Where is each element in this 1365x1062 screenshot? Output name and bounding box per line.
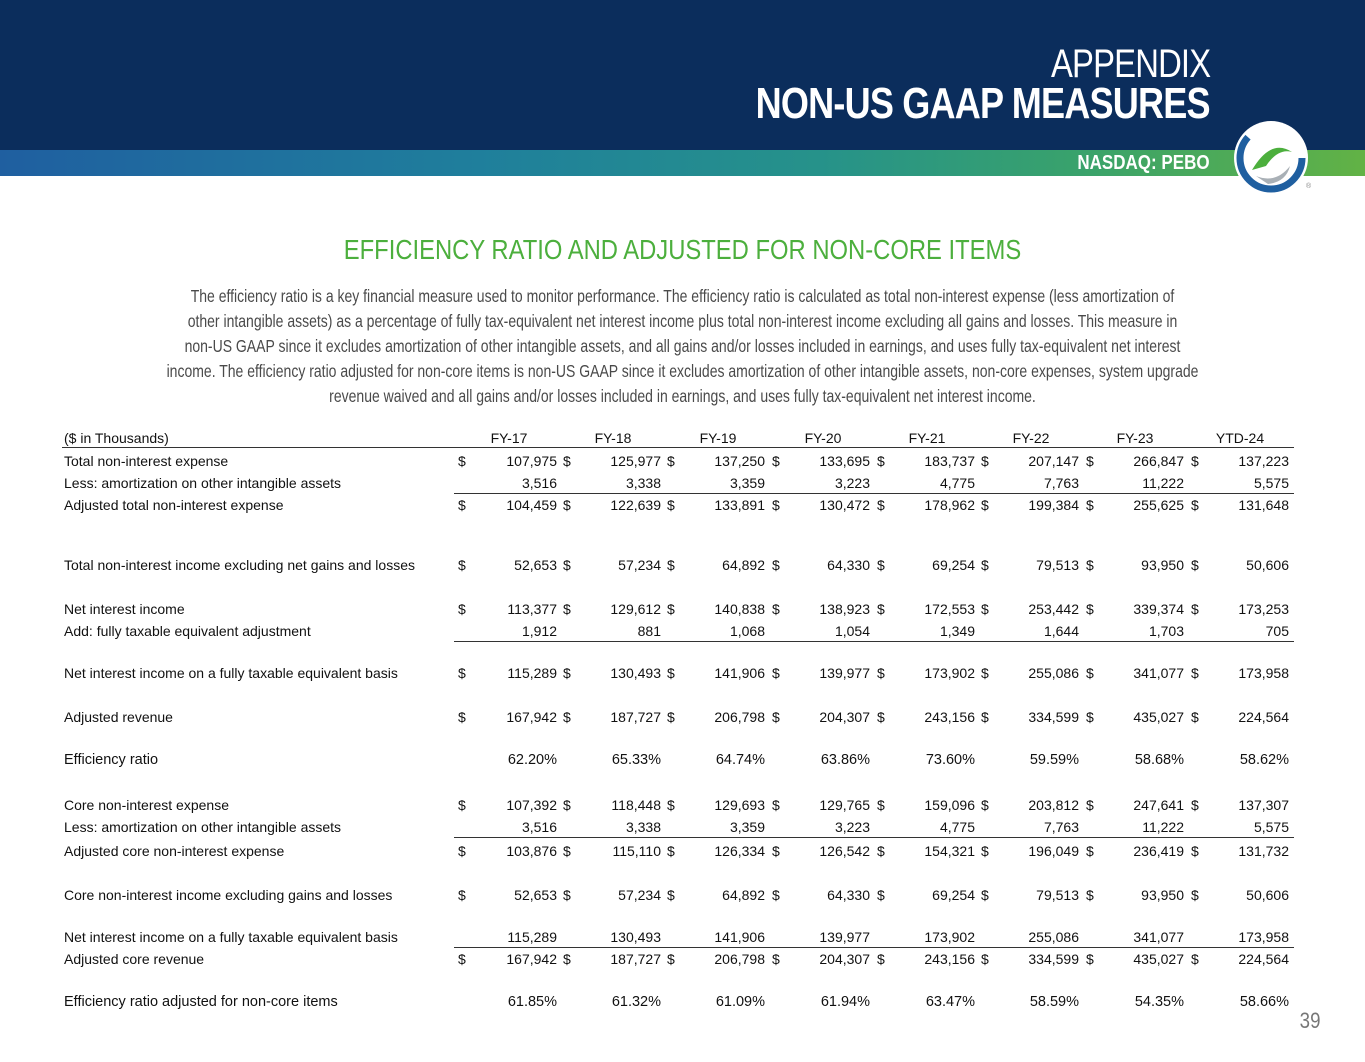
table-cell: 133,891 [714, 497, 765, 513]
dollar-sign: $ [1086, 709, 1094, 725]
table-cell: 126,334 [714, 843, 765, 859]
row-label: Total non-interest expense [64, 453, 229, 469]
table-cell: 1,912 [521, 623, 557, 639]
dollar-sign: $ [458, 497, 466, 513]
table-cell: 266,847 [1133, 453, 1184, 469]
dollar-sign: $ [1191, 951, 1199, 967]
table-row [62, 600, 1294, 618]
table-cell: 137,223 [1238, 453, 1289, 469]
table-cell: 173,902 [924, 665, 975, 681]
table-cell: 183,737 [924, 453, 975, 469]
table-cell: 3,223 [834, 475, 870, 491]
table-cell: 341,077 [1133, 929, 1184, 945]
dollar-sign: $ [772, 709, 780, 725]
table-cell: 58.59% [1029, 994, 1079, 1010]
column-header: FY-21 [908, 430, 946, 446]
table-cell: 705 [1265, 623, 1289, 639]
table-row [62, 796, 1294, 814]
table-cell: 93,950 [1141, 557, 1184, 573]
table-cell: 139,977 [819, 665, 870, 681]
table-cell: 62.20% [507, 752, 557, 768]
dollar-sign: $ [1191, 557, 1199, 573]
row-label: Add: fully taxable equivalent adjustment [64, 623, 311, 639]
dollar-sign: $ [1191, 709, 1199, 725]
table-cell: 137,250 [714, 453, 765, 469]
row-label: Net interest income [64, 601, 185, 617]
table-cell: 125,977 [610, 453, 661, 469]
table-cell: 138,923 [819, 601, 870, 617]
table-cell: 129,765 [819, 797, 870, 813]
table-cell: 159,096 [924, 797, 975, 813]
dollar-sign: $ [563, 665, 571, 681]
dollar-sign: $ [1086, 601, 1094, 617]
table-cell: 64,330 [827, 557, 870, 573]
dollar-sign: $ [772, 887, 780, 903]
dollar-sign: $ [458, 797, 466, 813]
table-cell: 167,942 [506, 709, 557, 725]
table-cell: 73.60% [925, 752, 975, 768]
dollar-sign: $ [981, 557, 989, 573]
table-cell: 63.47% [925, 994, 975, 1010]
dollar-sign: $ [1086, 557, 1094, 573]
dollar-sign: $ [1191, 665, 1199, 681]
dollar-sign: $ [877, 843, 885, 859]
dollar-sign: $ [458, 951, 466, 967]
column-header: FY-20 [804, 430, 842, 446]
dollar-sign: $ [458, 665, 466, 681]
table-cell: 224,564 [1238, 709, 1289, 725]
table-cell: 50,606 [1246, 887, 1289, 903]
table-cell: 7,763 [1043, 475, 1079, 491]
dollar-sign: $ [877, 557, 885, 573]
row-label: Core non-interest income excluding gains and losses [64, 887, 393, 903]
table-cell: 172,553 [924, 601, 975, 617]
dollar-sign: $ [1191, 497, 1199, 513]
table-row [62, 474, 1294, 492]
dollar-sign: $ [667, 453, 675, 469]
table-header-row [62, 429, 1294, 447]
dollar-sign: $ [563, 797, 571, 813]
dollar-sign: $ [981, 843, 989, 859]
dollar-sign: $ [1191, 843, 1199, 859]
dollar-sign: $ [772, 497, 780, 513]
dollar-sign: $ [981, 709, 989, 725]
table-cell: 64,892 [722, 887, 765, 903]
table-cell: 243,156 [924, 951, 975, 967]
table-cell: 3,338 [625, 819, 661, 835]
paragraph-line: non-US GAAP since it excludes amortization of other intangible assets, and all gains and/or losses included in earnings, and uses fully tax-equivalent net interest [184, 336, 1181, 356]
table-cell: 187,727 [610, 951, 661, 967]
dollar-sign: $ [981, 951, 989, 967]
dollar-sign: $ [563, 843, 571, 859]
table-cell: 173,958 [1238, 665, 1289, 681]
table-cell: 1,644 [1043, 623, 1079, 639]
row-label: Adjusted total non-interest expense [64, 497, 284, 513]
table-cell: 154,321 [924, 843, 975, 859]
page-number: 39 [1299, 1008, 1320, 1033]
table-cell: 63.86% [820, 752, 870, 768]
dollar-sign: $ [563, 951, 571, 967]
table-cell: 130,472 [819, 497, 870, 513]
table-cell: 57,234 [618, 887, 661, 903]
table-row [62, 928, 1294, 946]
table-cell: 54.35% [1134, 994, 1184, 1010]
column-header: YTD-24 [1215, 430, 1265, 446]
dollar-sign: $ [981, 497, 989, 513]
column-header: FY-19 [699, 430, 737, 446]
table-cell: 255,086 [1028, 929, 1079, 945]
section-title: EFFICIENCY RATIO AND ADJUSTED FOR NON-CORE ITEMS [343, 234, 1022, 265]
dollar-sign: $ [1191, 887, 1199, 903]
table-row [62, 886, 1294, 904]
table-cell: 50,606 [1246, 557, 1289, 573]
table-cell: 4,775 [939, 819, 975, 835]
table-cell: 133,695 [819, 453, 870, 469]
table-cell: 58.62% [1239, 752, 1289, 768]
table-row [62, 452, 1294, 470]
dollar-sign: $ [667, 497, 675, 513]
table-cell: 115,289 [507, 929, 557, 945]
unit-label: ($ in Thousands) [64, 430, 169, 446]
table-cell: 3,516 [521, 475, 557, 491]
column-header: FY-22 [1012, 430, 1050, 446]
table-cell: 236,419 [1133, 843, 1184, 859]
row-label: Total non-interest income excluding net gains and losses [64, 557, 415, 573]
dollar-sign: $ [563, 453, 571, 469]
table-cell: 107,975 [506, 453, 557, 469]
table-cell: 131,648 [1238, 497, 1289, 513]
table-cell: 5,575 [1253, 819, 1289, 835]
table-cell: 52,653 [514, 887, 557, 903]
table-cell: 61.09% [715, 994, 765, 1010]
table-cell: 196,049 [1028, 843, 1079, 859]
dollar-sign: $ [877, 797, 885, 813]
table-cell: 122,639 [610, 497, 661, 513]
table-cell: 79,513 [1036, 887, 1079, 903]
table-cell: 141,906 [714, 665, 765, 681]
table-cell: 69,254 [932, 887, 975, 903]
table-cell: 57,234 [618, 557, 661, 573]
table-cell: 253,442 [1028, 601, 1079, 617]
table-row [62, 556, 1294, 574]
dollar-sign: $ [667, 887, 675, 903]
table-cell: 5,575 [1253, 475, 1289, 491]
table-cell: 79,513 [1036, 557, 1079, 573]
table-cell: 113,377 [507, 601, 557, 617]
table-cell: 129,612 [610, 601, 661, 617]
dollar-sign: $ [1086, 453, 1094, 469]
dollar-sign: $ [981, 797, 989, 813]
table-cell: 255,625 [1133, 497, 1184, 513]
table-cell: 4,775 [939, 475, 975, 491]
table-cell: 126,542 [819, 843, 870, 859]
dollar-sign: $ [877, 453, 885, 469]
table-cell: 3,223 [834, 819, 870, 835]
dollar-sign: $ [1086, 951, 1094, 967]
table-cell: 64.74% [715, 752, 765, 768]
table-cell: 3,516 [521, 819, 557, 835]
subtotal-rule [454, 837, 1294, 838]
table-cell: 3,359 [729, 819, 765, 835]
row-label: Adjusted core non-interest expense [64, 843, 285, 859]
column-header: FY-17 [490, 430, 528, 446]
dollar-sign: $ [1086, 497, 1094, 513]
dollar-sign: $ [458, 709, 466, 725]
table-cell: 7,763 [1043, 819, 1079, 835]
table-row [62, 664, 1294, 682]
table-cell: 65.33% [611, 752, 661, 768]
table-row [62, 708, 1294, 726]
table-row [62, 950, 1294, 968]
table-row [62, 751, 1294, 769]
table-cell: 206,798 [714, 709, 765, 725]
dollar-sign: $ [877, 709, 885, 725]
dollar-sign: $ [1086, 665, 1094, 681]
dollar-sign: $ [981, 887, 989, 903]
table-cell: 59.59% [1029, 752, 1079, 768]
table-cell: 204,307 [819, 951, 870, 967]
table-cell: 104,459 [506, 497, 557, 513]
dollar-sign: $ [458, 557, 466, 573]
dollar-sign: $ [772, 843, 780, 859]
table-cell: 206,798 [714, 951, 765, 967]
dollar-sign: $ [458, 887, 466, 903]
table-cell: 224,564 [1238, 951, 1289, 967]
dollar-sign: $ [563, 709, 571, 725]
table-cell: 64,330 [827, 887, 870, 903]
dollar-sign: $ [772, 557, 780, 573]
dollar-sign: $ [667, 843, 675, 859]
peoples-bancorp-logo-icon [1226, 118, 1316, 200]
table-cell: 207,147 [1028, 453, 1079, 469]
table-cell: 3,359 [729, 475, 765, 491]
table-cell: 339,374 [1133, 601, 1184, 617]
dollar-sign: $ [667, 601, 675, 617]
dollar-sign: $ [1191, 601, 1199, 617]
paragraph-line: other intangible assets) as a percentage of fully tax-equivalent net interest income plus total non-interest income excluding all gains and losses. This measure in [187, 311, 1178, 331]
dollar-sign: $ [981, 453, 989, 469]
dollar-sign: $ [563, 497, 571, 513]
row-label: Efficiency ratio adjusted for non-core items [64, 994, 338, 1010]
table-cell: 58.68% [1134, 752, 1184, 768]
subtotal-rule [454, 493, 1294, 494]
paragraph-line: revenue waived and all gains and/or losses included in earnings, and uses fully tax-equivalent net interest income. [329, 386, 1036, 406]
table-cell: 130,493 [610, 665, 661, 681]
table-cell: 199,384 [1028, 497, 1079, 513]
ticker-label: NASDAQ: PEBO [1077, 152, 1210, 174]
table-cell: 167,942 [506, 951, 557, 967]
table-cell: 137,307 [1238, 797, 1289, 813]
dollar-sign: $ [563, 557, 571, 573]
table-cell: 173,902 [924, 929, 975, 945]
dollar-sign: $ [772, 665, 780, 681]
table-cell: 130,493 [610, 929, 661, 945]
dollar-sign: $ [877, 497, 885, 513]
table-cell: 139,977 [819, 929, 870, 945]
table-cell: 115,110 [612, 843, 661, 859]
dollar-sign: $ [1086, 887, 1094, 903]
dollar-sign: $ [458, 453, 466, 469]
row-label: Efficiency ratio [64, 752, 159, 768]
description-paragraph [0, 284, 1365, 409]
table-cell: 52,653 [514, 557, 557, 573]
table-cell: 3,338 [625, 475, 661, 491]
table-cell: 61.85% [507, 994, 557, 1010]
row-label: Less: amortization on other intangible assets [64, 819, 342, 835]
table-cell: 334,599 [1028, 951, 1079, 967]
table-row [62, 622, 1294, 640]
dollar-sign: $ [458, 601, 466, 617]
dollar-sign: $ [1086, 843, 1094, 859]
table-row [62, 818, 1294, 836]
table-cell: 1,349 [939, 623, 975, 639]
dollar-sign: $ [563, 601, 571, 617]
header-rule [62, 447, 1294, 448]
table-cell: 173,253 [1238, 601, 1289, 617]
dollar-sign: $ [877, 951, 885, 967]
dollar-sign: $ [772, 453, 780, 469]
table-cell: 243,156 [924, 709, 975, 725]
row-label: Net interest income on a fully taxable equivalent basis [64, 929, 398, 945]
table-cell: 435,027 [1133, 951, 1184, 967]
table-cell: 129,693 [714, 797, 765, 813]
dollar-sign: $ [667, 665, 675, 681]
dollar-sign: $ [667, 709, 675, 725]
subtotal-rule [454, 947, 1294, 948]
table-cell: 11,222 [1142, 819, 1184, 835]
dollar-sign: $ [667, 557, 675, 573]
table-cell: 203,812 [1028, 797, 1079, 813]
column-header: FY-18 [594, 430, 632, 446]
table-cell: 435,027 [1133, 709, 1184, 725]
table-cell: 881 [637, 623, 661, 639]
dollar-sign: $ [877, 665, 885, 681]
paragraph-line: The efficiency ratio is a key financial measure used to monitor performance. The efficiency ratio is calculated as total non-interest expense (less amortization of [190, 286, 1175, 306]
table-cell: 341,077 [1133, 665, 1184, 681]
table-cell: 255,086 [1028, 665, 1079, 681]
table-cell: 247,641 [1133, 797, 1184, 813]
svg-text:®: ® [1306, 183, 1312, 190]
row-label: Adjusted revenue [64, 709, 173, 725]
dollar-sign: $ [981, 601, 989, 617]
table-cell: 131,732 [1238, 843, 1289, 859]
table-row [62, 993, 1294, 1011]
row-label: Less: amortization on other intangible assets [64, 475, 342, 491]
table-cell: 141,906 [714, 929, 765, 945]
table-cell: 64,892 [722, 557, 765, 573]
dollar-sign: $ [667, 951, 675, 967]
table-cell: 140,838 [714, 601, 765, 617]
table-cell: 93,950 [1141, 887, 1184, 903]
dollar-sign: $ [772, 797, 780, 813]
dollar-sign: $ [1191, 453, 1199, 469]
table-cell: 178,962 [924, 497, 975, 513]
dollar-sign: $ [877, 887, 885, 903]
table-cell: 187,727 [610, 709, 661, 725]
table-cell: 103,876 [506, 843, 557, 859]
dollar-sign: $ [877, 601, 885, 617]
dollar-sign: $ [1191, 797, 1199, 813]
table-cell: 61.94% [820, 994, 870, 1010]
table-cell: 11,222 [1142, 475, 1184, 491]
table-cell: 61.32% [611, 994, 661, 1010]
table-cell: 107,392 [506, 797, 557, 813]
row-label: Adjusted core revenue [64, 951, 205, 967]
table-cell: 115,289 [507, 665, 557, 681]
dollar-sign: $ [563, 887, 571, 903]
table-cell: 1,068 [729, 623, 765, 639]
table-cell: 204,307 [819, 709, 870, 725]
subtotal-rule [454, 641, 1294, 642]
table-cell: 118,448 [611, 797, 661, 813]
table-cell: 1,703 [1148, 623, 1184, 639]
dollar-sign: $ [981, 665, 989, 681]
table-row [62, 842, 1294, 860]
table-cell: 58.66% [1239, 994, 1289, 1010]
table-cell: 69,254 [932, 557, 975, 573]
dollar-sign: $ [772, 601, 780, 617]
dollar-sign: $ [772, 951, 780, 967]
table-cell: 334,599 [1028, 709, 1079, 725]
row-label: Core non-interest expense [64, 797, 229, 813]
appendix-title: APPENDIX [1050, 42, 1210, 86]
dollar-sign: $ [458, 843, 466, 859]
table-cell: 1,054 [834, 623, 870, 639]
page-title: NON-US GAAP MEASURES [755, 79, 1210, 128]
column-header: FY-23 [1116, 430, 1154, 446]
row-label: Net interest income on a fully taxable equivalent basis [64, 665, 398, 681]
dollar-sign: $ [1086, 797, 1094, 813]
table-cell: 173,958 [1238, 929, 1289, 945]
paragraph-line: income. The efficiency ratio adjusted for non-core items is non-US GAAP since it excludes amortization of other intangible assets, non-core expenses, system upgrade [166, 361, 1199, 381]
dollar-sign: $ [667, 797, 675, 813]
table-row [62, 496, 1294, 514]
